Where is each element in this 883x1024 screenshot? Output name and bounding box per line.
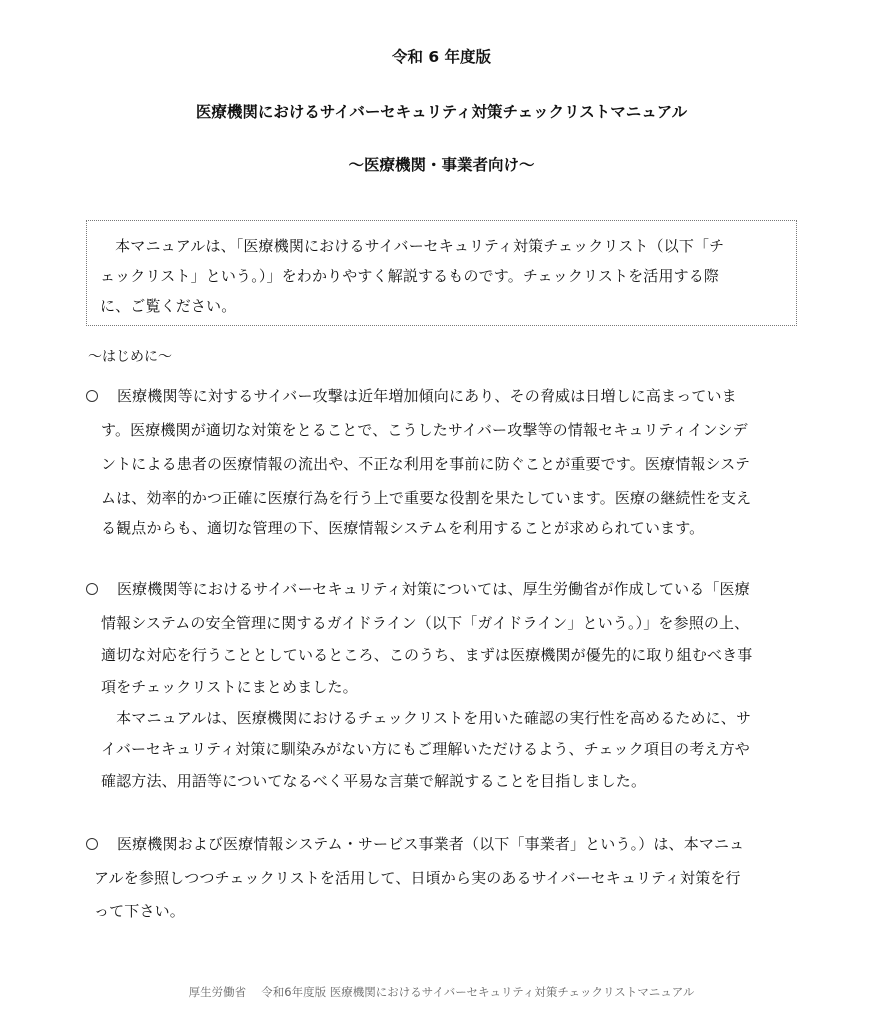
paragraph-line: 情報システムの安全管理に関するガイドライン（以下「ガイドライン」という。）」を参照の上、 [101,614,750,632]
paragraph-line: 適切な対応を行うこととしているところ、このうち、まずは医療機関が優先的に取り組むべき事 [101,646,753,664]
paragraph-line: 医療機関等に対するサイバー攻撃は近年増加傾向にあり、その脅威は日増しに高まっていま [117,387,737,405]
paragraph-line: イバーセキュリティ対策に馴染みがない方にもご理解いただけるよう、チェック項目の考え方や [101,740,750,758]
paragraph-line: 医療機関および医療情報システム・サービス事業者（以下「事業者」という。）は、本マニュ [117,835,745,853]
summary-line: ェックリスト」という。）」をわかりやすく解説するものです。チェックリストを活用する際 [100,267,720,285]
bullet-circle-icon [86,838,98,850]
bullet-circle-icon [86,390,98,402]
summary-line: に、ご覧ください。 [100,297,237,315]
paragraph-line: 医療機関等におけるサイバーセキュリティ対策については、厚生労働省が作成している「医療 [117,580,750,598]
edition-label: 令和 6 年度版 [391,48,492,66]
paragraph-line: アルを参照しつつチェックリストを活用して、日頃から実のあるサイバーセキュリティ対策を行 [94,869,741,887]
paragraph-line: 項をチェックリストにまとめました。 [101,678,358,696]
document-subtitle: ～医療機関・事業者向け～ [348,156,535,174]
paragraph-line: す。医療機関が適切な対策をとることで、こうしたサイバー攻撃等の情報セキュリティインシデ [101,421,748,439]
paragraph-line: ントによる患者の医療情報の流出や、不正な利用を事前に防ぐことが重要です。医療情報システ [101,455,751,473]
summary-line: 本マニュアルは、「医療機関におけるサイバーセキュリティ対策チェックリスト（以下「チ [100,237,725,255]
paragraph-line: ムは、効率的かつ正確に医療行為を行う上で重要な役割を果たしています。医療の継続性を支え [101,489,752,507]
intro-heading: ～はじめに～ [88,349,172,365]
bullet-circle-icon [86,583,98,595]
document-title: 医療機関におけるサイバーセキュリティ対策チェックリストマニュアル [195,103,688,121]
page-footer: 厚生労働省 令和6年度版 医療機関におけるサイバーセキュリティ対策チェックリストマニュアル [188,985,695,999]
paragraph-line: って下さい。 [94,902,185,920]
paragraph-line: 確認方法、用語等についてなるべく平易な言葉で解説することを目指しました。 [101,772,647,790]
paragraph-line: る観点からも、適切な管理の下、医療情報システムを利用することが求められています。 [101,519,705,537]
paragraph-line: 本マニュアルは、医療機関におけるチェックリストを用いた確認の実行性を高めるために、サ [101,709,752,727]
summary-box [86,220,797,326]
